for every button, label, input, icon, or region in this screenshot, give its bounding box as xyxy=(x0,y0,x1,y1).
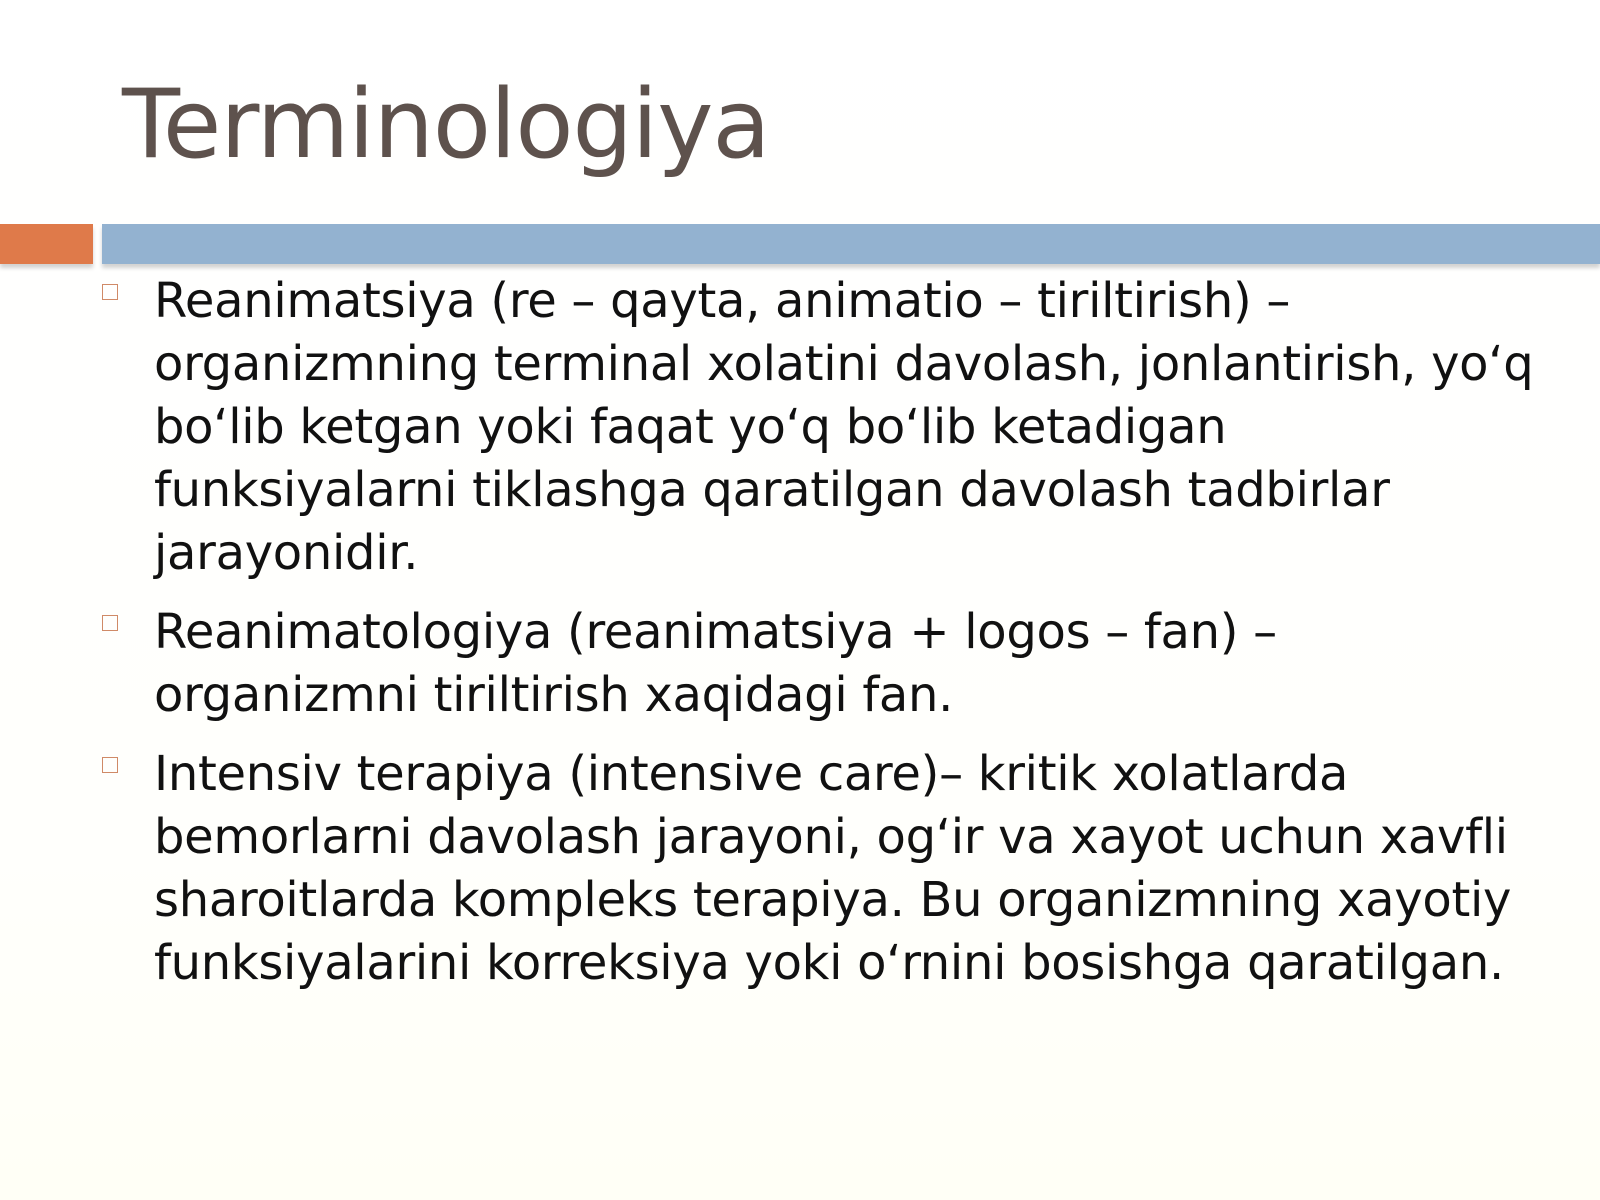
title-accent-bar-blue xyxy=(102,224,1600,264)
list-item-text: Reanimatsiya (re – qayta, animatio – tiriltirish) – organizmning terminal xolatini davolash, jonlantirish, yo‘q bo‘lib ketgan yoki faqat yo‘q bo‘lib ketadigan funksiyalarni tiklashga qaratilgan davolash tadbirlar jarayonidir. xyxy=(154,273,1534,581)
bullet-list xyxy=(100,270,1540,1011)
hollow-square-bullet-icon xyxy=(102,615,118,631)
list-item xyxy=(100,743,1540,995)
title-accent-bar-orange xyxy=(0,224,93,264)
list-item-text: Reanimatologiya (reanimatsiya + logos – fan) – organizmni tiriltirish xaqidagi fan. xyxy=(154,604,1277,723)
hollow-square-bullet-icon xyxy=(102,757,118,773)
list-item-text: Intensiv terapiya (intensive care)– kritik xolatlarda bemorlarni davolash jarayoni, og‘ir va xayot uchun xavfli sharoitlarda kompleks terapiya. Bu organizmning xayotiy funksiyalarini korreksiya yoki o‘rnini bosishga qaratilgan. xyxy=(154,746,1512,991)
hollow-square-bullet-icon xyxy=(102,284,118,300)
slide-title: Terminologiya xyxy=(122,70,770,180)
list-item xyxy=(100,270,1540,585)
list-item xyxy=(100,601,1540,727)
